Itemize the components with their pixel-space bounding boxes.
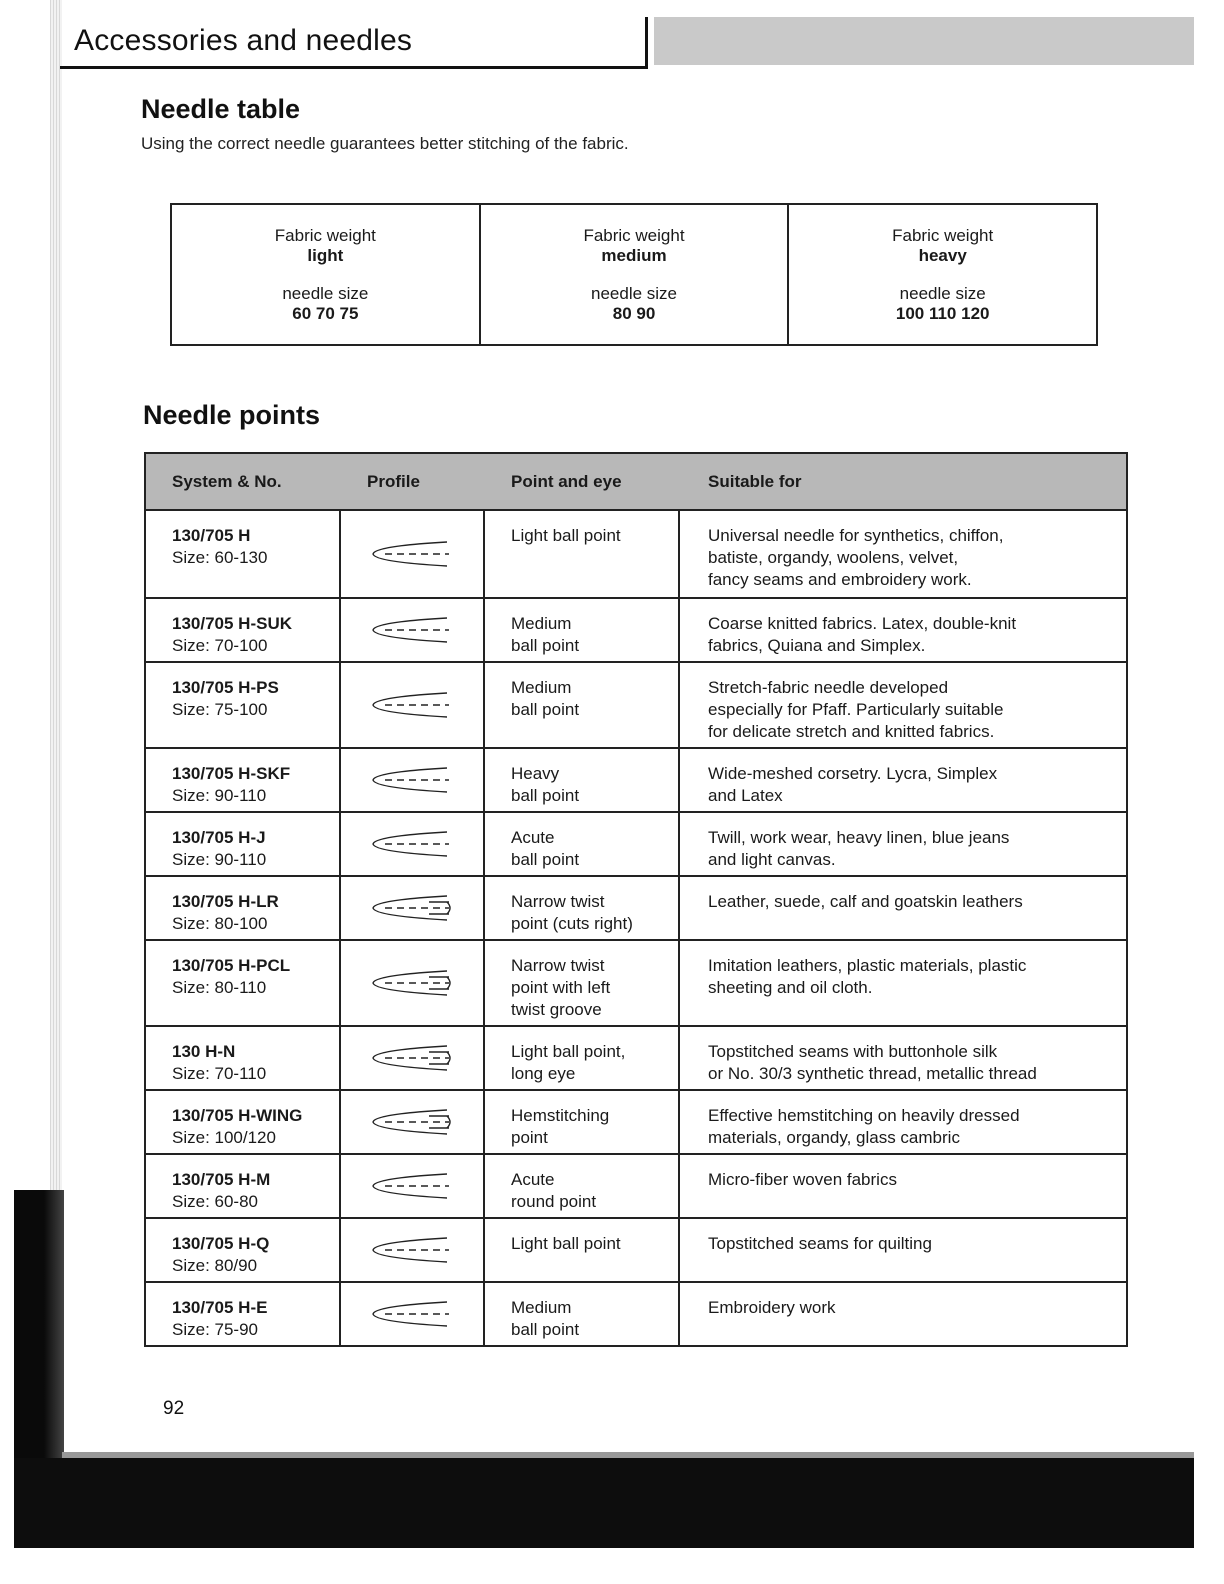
needle-heavy-ball-icon — [367, 760, 457, 800]
point-cell — [485, 1027, 680, 1089]
needle-points-heading: Needle points — [143, 400, 321, 430]
suitable-cell — [680, 1219, 1126, 1281]
needle-long-eye-icon — [367, 1038, 457, 1078]
header-profile: Profile — [367, 471, 420, 491]
point-line: Heavy — [511, 764, 560, 783]
system-size: Size: 70-100 — [172, 636, 268, 655]
system-cell — [146, 663, 341, 747]
suitable-line: Coarse knitted fabrics. Latex, double-knit — [708, 614, 1017, 633]
system-cell — [146, 749, 341, 811]
system-size: Size: 60-130 — [172, 548, 268, 567]
suitable-line: Micro-fiber woven fabrics — [708, 1170, 897, 1189]
point-cell — [485, 941, 680, 1025]
weight-cell-medium — [481, 205, 790, 344]
needle-light-ball-icon — [367, 534, 457, 574]
point-line: Narrow twist — [511, 956, 605, 975]
table-row — [146, 1219, 1126, 1283]
table-row — [146, 663, 1126, 749]
suitable-cell — [680, 941, 1126, 1025]
weight-value: heavy — [918, 245, 967, 265]
point-cell — [485, 1155, 680, 1217]
size-label: needle size — [899, 283, 986, 303]
scan-shadow-bottom — [14, 1458, 1194, 1548]
point-line: ball point — [511, 786, 580, 805]
point-cell — [485, 1219, 680, 1281]
needle-quilting-icon — [367, 1230, 457, 1270]
point-line: long eye — [511, 1064, 576, 1083]
system-number: 130/705 H — [172, 526, 251, 545]
point-line: ball point — [511, 1320, 580, 1339]
point-cell — [485, 511, 680, 597]
system-number: 130/705 H-M — [172, 1170, 271, 1189]
suitable-line: or No. 30/3 synthetic thread, metallic thread — [708, 1064, 1037, 1083]
point-cell — [485, 1091, 680, 1153]
table-row — [146, 511, 1126, 599]
system-number: 130/705 H-SUK — [172, 614, 293, 633]
system-cell — [146, 1091, 341, 1153]
point-line: Medium — [511, 678, 572, 697]
system-size: Size: 80/90 — [172, 1256, 258, 1275]
point-cell — [485, 663, 680, 747]
point-cell — [485, 877, 680, 939]
table-row — [146, 749, 1126, 813]
suitable-line: especially for Pfaff. Particularly suitable — [708, 700, 1004, 719]
needle-embroidery-icon — [367, 1294, 457, 1334]
point-line: Light ball point, — [511, 1042, 626, 1061]
system-size: Size: 80-100 — [172, 914, 268, 933]
system-cell — [146, 941, 341, 1025]
profile-cell — [341, 599, 485, 661]
size-label: needle size — [282, 283, 369, 303]
profile-cell — [341, 1155, 485, 1217]
point-cell — [485, 749, 680, 811]
suitable-line: Embroidery work — [708, 1298, 836, 1317]
point-line: Narrow twist — [511, 892, 605, 911]
system-number: 130/705 H-LR — [172, 892, 279, 911]
table-row — [146, 1091, 1126, 1155]
point-line: ball point — [511, 700, 580, 719]
point-line: point with left — [511, 978, 611, 997]
weight-value: light — [307, 245, 344, 265]
table-header-row — [146, 454, 1126, 511]
fabric-weight-table — [170, 203, 1098, 346]
suitable-line: for delicate stretch and knitted fabrics. — [708, 722, 995, 741]
profile-cell — [341, 663, 485, 747]
system-number: 130/705 H-Q — [172, 1234, 270, 1253]
suitable-cell — [680, 663, 1126, 747]
suitable-line: fabrics, Quiana and Simplex. — [708, 636, 926, 655]
weight-cell-light — [172, 205, 481, 344]
system-cell — [146, 877, 341, 939]
table-row — [146, 599, 1126, 663]
size-value: 80 90 — [612, 303, 656, 323]
needle-table-intro: Using the correct needle guarantees better stitching of the fabric. — [141, 134, 629, 153]
table-body — [146, 511, 1126, 1345]
header-rule-vertical — [645, 17, 648, 69]
weight-label: Fabric weight — [583, 225, 685, 245]
weight-label: Fabric weight — [892, 225, 994, 245]
system-number: 130/705 H-SKF — [172, 764, 291, 783]
point-line: ball point — [511, 636, 580, 655]
table-row — [146, 941, 1126, 1027]
system-cell — [146, 1283, 341, 1345]
suitable-cell — [680, 1155, 1126, 1217]
profile-cell — [341, 1283, 485, 1345]
needle-medium-ball-icon — [367, 610, 457, 650]
profile-cell — [341, 1027, 485, 1089]
system-size: Size: 90-110 — [172, 786, 267, 805]
suitable-line: Leather, suede, calf and goatskin leathers — [708, 892, 1023, 911]
suitable-line: sheeting and oil cloth. — [708, 978, 873, 997]
header-system: System & No. — [172, 471, 282, 491]
system-number: 130/705 H-J — [172, 828, 266, 847]
system-size: Size: 70-110 — [172, 1064, 267, 1083]
system-size: Size: 75-90 — [172, 1320, 258, 1339]
system-number: 130/705 H-PCL — [172, 956, 291, 975]
point-cell — [485, 599, 680, 661]
point-cell — [485, 1283, 680, 1345]
system-size: Size: 80-110 — [172, 978, 267, 997]
point-line: round point — [511, 1192, 597, 1211]
point-line: Medium — [511, 614, 572, 633]
suitable-line: Effective hemstitching on heavily dressed — [708, 1106, 1020, 1125]
table-row — [146, 877, 1126, 941]
needle-wing-icon — [367, 1102, 457, 1142]
size-value: 60 70 75 — [292, 303, 359, 323]
system-number: 130/705 H-PS — [172, 678, 279, 697]
header-point: Point and eye — [511, 471, 622, 491]
page-number: 92 — [163, 1398, 185, 1419]
needle-medium-ball-icon — [367, 685, 457, 725]
suitable-cell — [680, 599, 1126, 661]
suitable-cell — [680, 511, 1126, 597]
header-rule — [60, 66, 648, 69]
system-number: 130 H-N — [172, 1042, 236, 1061]
suitable-line: and light canvas. — [708, 850, 836, 869]
table-row — [146, 1283, 1126, 1345]
point-cell — [485, 813, 680, 875]
suitable-line: Stretch-fabric needle developed — [708, 678, 949, 697]
suitable-line: Topstitched seams for quilting — [708, 1234, 932, 1253]
point-line: Acute — [511, 828, 555, 847]
point-line: Light ball point — [511, 526, 621, 545]
page-title: Accessories and needles — [74, 24, 413, 57]
table-row — [146, 1155, 1126, 1219]
system-cell — [146, 1027, 341, 1089]
needle-acute-ball-icon — [367, 824, 457, 864]
header-band — [654, 17, 1194, 65]
suitable-line: and Latex — [708, 786, 783, 805]
profile-cell — [341, 749, 485, 811]
point-line: ball point — [511, 850, 580, 869]
suitable-line: Universal needle for synthetics, chiffon, — [708, 526, 1004, 545]
suitable-line: materials, organdy, glass cambric — [708, 1128, 960, 1147]
suitable-cell — [680, 749, 1126, 811]
size-label: needle size — [591, 283, 678, 303]
header-suitable: Suitable for — [708, 471, 802, 491]
point-line: Medium — [511, 1298, 572, 1317]
point-line: Hemstitching — [511, 1106, 610, 1125]
point-line: point (cuts right) — [511, 914, 633, 933]
system-cell — [146, 511, 341, 597]
suitable-line: Wide-meshed corsetry. Lycra, Simplex — [708, 764, 998, 783]
profile-cell — [341, 941, 485, 1025]
point-line: point — [511, 1128, 548, 1147]
suitable-line: batiste, organdy, woolens, velvet, — [708, 548, 959, 567]
suitable-line: fancy seams and embroidery work. — [708, 570, 972, 589]
weight-label: Fabric weight — [274, 225, 376, 245]
point-line: twist groove — [511, 1000, 602, 1019]
scan-shadow-left — [14, 1190, 64, 1490]
suitable-line: Topstitched seams with buttonhole silk — [708, 1042, 998, 1061]
needle-twist-left-icon — [367, 963, 457, 1003]
system-number: 130/705 H-WING — [172, 1106, 303, 1125]
system-cell — [146, 1219, 341, 1281]
suitable-line: Imitation leathers, plastic materials, plastic — [708, 956, 1027, 975]
suitable-cell — [680, 1027, 1126, 1089]
system-cell — [146, 813, 341, 875]
suitable-cell — [680, 813, 1126, 875]
profile-cell — [341, 1091, 485, 1153]
suitable-cell — [680, 1091, 1126, 1153]
suitable-line: Twill, work wear, heavy linen, blue jeans — [708, 828, 1010, 847]
system-cell — [146, 599, 341, 661]
profile-cell — [341, 511, 485, 597]
needle-twist-right-icon — [367, 888, 457, 928]
system-size: Size: 100/120 — [172, 1128, 276, 1147]
suitable-cell — [680, 877, 1126, 939]
suitable-cell — [680, 1283, 1126, 1345]
system-cell — [146, 1155, 341, 1217]
system-size: Size: 75-100 — [172, 700, 268, 719]
profile-cell — [341, 813, 485, 875]
table-row — [146, 813, 1126, 877]
needle-acute-round-icon — [367, 1166, 457, 1206]
profile-cell — [341, 877, 485, 939]
point-line: Light ball point — [511, 1234, 621, 1253]
point-line: Acute — [511, 1170, 555, 1189]
table-row — [146, 1027, 1126, 1091]
needle-table-heading: Needle table — [141, 94, 301, 124]
size-value: 100 110 120 — [895, 303, 990, 323]
profile-cell — [341, 1219, 485, 1281]
system-number: 130/705 H-E — [172, 1298, 268, 1317]
system-size: Size: 90-110 — [172, 850, 267, 869]
weight-cell-heavy — [789, 205, 1096, 344]
weight-value: medium — [601, 245, 667, 265]
needle-points-table — [144, 452, 1128, 1347]
system-size: Size: 60-80 — [172, 1192, 258, 1211]
